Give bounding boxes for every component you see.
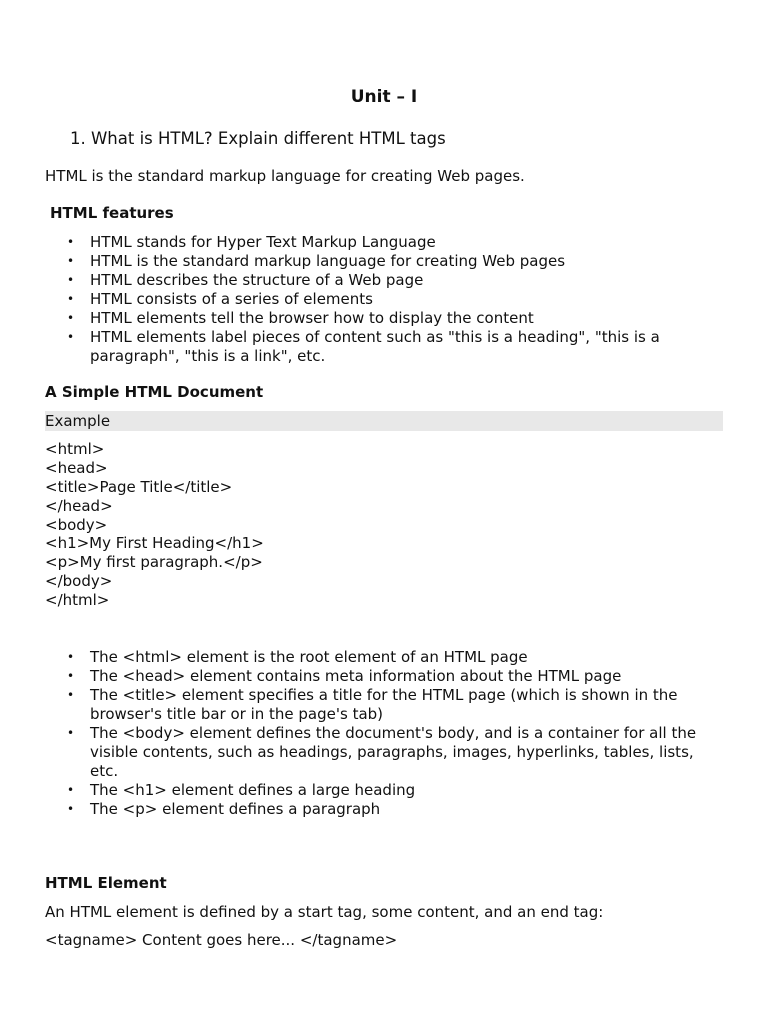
list-item-text: The <html> element is the root element of an HTML page xyxy=(90,648,528,666)
list-item xyxy=(45,328,705,366)
features-heading: HTML features xyxy=(50,204,174,222)
code-line: <html> xyxy=(45,440,105,458)
bullet-icon: • xyxy=(67,650,75,664)
list-item-text: HTML describes the structure of a Web page xyxy=(90,271,424,289)
bullet-icon: • xyxy=(67,292,75,306)
list-item xyxy=(45,686,705,724)
bullet-icon: • xyxy=(67,235,75,249)
element-notes-list xyxy=(45,648,705,819)
unit-title: Unit – I xyxy=(350,87,418,107)
list-item xyxy=(45,233,705,252)
code-line: <body> xyxy=(45,515,108,534)
list-item-text: HTML elements label pieces of content such as "this is a heading", "this is a paragraph", "this is a link", etc. xyxy=(90,328,660,365)
list-item xyxy=(45,800,705,819)
list-item-text: The <title> element specifies a title for the HTML page (which is shown in the browser's title bar or in the page's tab) xyxy=(90,686,678,723)
bullet-icon: • xyxy=(67,330,75,344)
list-item xyxy=(45,724,705,781)
bullet-icon: • xyxy=(67,726,75,740)
bullet-icon: • xyxy=(67,254,75,268)
question-heading: 1. What is HTML? Explain different HTML tags xyxy=(70,129,446,148)
list-item-text: The <head> element contains meta information about the HTML page xyxy=(90,667,622,685)
code-line: <title>Page Title</title> xyxy=(45,477,233,496)
example-label: Example xyxy=(45,412,111,430)
code-line: </body> xyxy=(45,572,113,591)
bullet-icon: • xyxy=(67,311,75,325)
bullet-icon: • xyxy=(67,783,75,797)
intro-paragraph: HTML is the standard markup language for creating Web pages. xyxy=(45,167,525,185)
code-line: <p>My first paragraph.</p> xyxy=(45,553,263,572)
list-item xyxy=(45,648,705,667)
list-item xyxy=(45,271,705,290)
list-item xyxy=(45,667,705,686)
list-item-text: HTML stands for Hyper Text Markup Language xyxy=(90,233,436,251)
bullet-icon: • xyxy=(67,802,75,816)
code-line: <head> xyxy=(45,458,108,477)
list-item-text: The <body> element defines the document's body, and is a container for all the visible contents, such as headings, paragraphs, images, hyperlinks, tables, lists, etc. xyxy=(90,724,697,780)
list-item-text: HTML consists of a series of elements xyxy=(90,290,373,308)
list-item xyxy=(45,290,705,309)
example-label-bar xyxy=(45,411,723,431)
code-example xyxy=(45,440,264,610)
list-item xyxy=(45,252,705,271)
code-line: </html> xyxy=(45,591,110,610)
list-item-text: HTML is the standard markup language for creating Web pages xyxy=(90,252,566,270)
html-element-description: An HTML element is defined by a start tag, some content, and an end tag: xyxy=(45,903,604,921)
list-item-text: HTML elements tell the browser how to display the content xyxy=(90,309,534,327)
html-element-heading: HTML Element xyxy=(45,874,167,892)
code-line: </head> xyxy=(45,496,113,515)
bullet-icon: • xyxy=(67,669,75,683)
bullet-icon: • xyxy=(67,273,75,287)
list-item xyxy=(45,309,705,328)
simple-document-heading: A Simple HTML Document xyxy=(45,383,264,401)
bullet-icon: • xyxy=(67,688,75,702)
tag-syntax-example: <tagname> Content goes here... </tagname> xyxy=(45,931,398,949)
code-line: <h1>My First Heading</h1> xyxy=(45,534,264,553)
list-item-text: The <h1> element defines a large heading xyxy=(90,781,416,799)
features-list xyxy=(45,233,705,366)
list-item-text: The <p> element defines a paragraph xyxy=(90,800,381,818)
list-item xyxy=(45,781,705,800)
